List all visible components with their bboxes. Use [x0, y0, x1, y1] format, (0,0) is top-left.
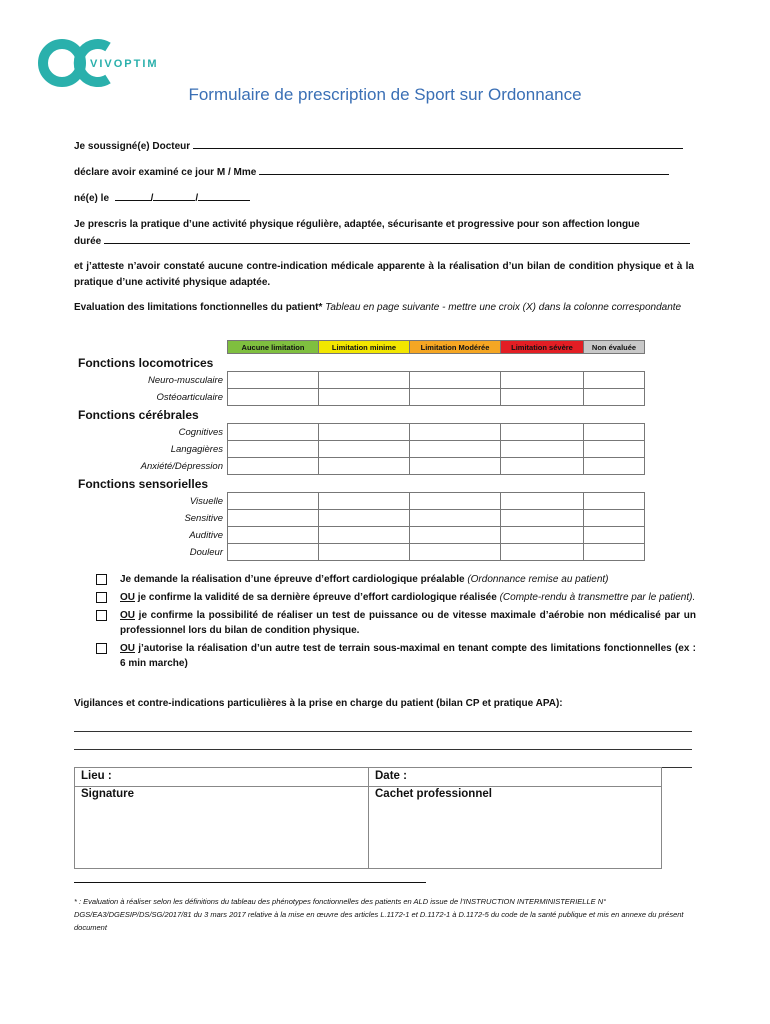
checkbox-list: [96, 572, 696, 674]
table-row: Neuro-musculaire: [74, 372, 645, 389]
brand-name: VIVOPTIM: [90, 58, 159, 70]
footnote: * : Evaluation à réaliser selon les définitions du tableau des phénotypes fonctionnelles des patients en ALD issue de l’INSTRUCTION INTERMINISTERIELLE N° DGS/EA3/DGESIP/DS/SG/2017/81 du 3 mars 2017 relative à la mise en œuvre des articles L.1172-1 et D.1172-1 à D.1172-5 du code de la santé publique et mis en annexe du présent document: [74, 897, 684, 932]
col-aucune: Aucune limitation: [228, 341, 319, 354]
col-non-evaluee: Non évaluée: [584, 341, 645, 354]
col-minime: Limitation minime: [319, 341, 410, 354]
check-item-test-puissance: OU je confirme la possibilité de réaliser un test de puissance ou de vitesse maximale d’aérobie non médicalisé par un professionnel lors du bilan de condition physique.: [96, 608, 696, 638]
patient-line: déclare avoir examiné ce jour M / Mme: [74, 164, 694, 181]
table-row: Auditive: [74, 527, 645, 544]
signature-label: Signature: [81, 788, 135, 800]
doctor-line: Je soussigné(e) Docteur: [74, 138, 694, 155]
section-sensorielles: Fonctions sensorielles: [78, 476, 209, 491]
checkbox[interactable]: [96, 643, 107, 654]
table-row: Douleur: [74, 544, 645, 561]
section-locomotrices: Fonctions locomotrices: [78, 355, 214, 370]
check-item-test-terrain: OU j’autorise la réalisation d’un autre test de terrain sous-maximal en tenant compte des limitations fonctionnelles (ex : 6 min marche): [96, 641, 696, 671]
checkbox[interactable]: [96, 610, 107, 621]
prescribe-line: Je prescris la pratique d’une activité physique régulière, adaptée, sécurisante et progressive pour son affection longue durée: [74, 217, 694, 250]
table-row: Langagières: [74, 441, 645, 458]
checkbox[interactable]: [96, 592, 107, 603]
footnote-divider: [74, 882, 426, 883]
table-header-row: [74, 341, 645, 354]
lieu-label: Lieu :: [81, 770, 112, 782]
date-label: Date :: [375, 770, 407, 782]
col-moderee: Limitation Modérée: [410, 341, 501, 354]
table-row: Visuelle: [74, 493, 645, 510]
table-row: Anxiété/Dépression: [74, 458, 645, 475]
check-item-validite: OU je confirme la validité de sa dernière épreuve d’effort cardiologique réalisée (Compte-rendu à transmettre par le patient).: [96, 590, 696, 605]
cachet-label: Cachet professionnel: [375, 788, 492, 800]
table-row: Sensitive: [74, 510, 645, 527]
evaluation-heading: Evaluation des limitations fonctionnelles du patient* Tableau en page suivante - mettre une croix (X) dans la colonne correspondante: [74, 302, 682, 313]
page-title: Formulaire de prescription de Sport sur Ordonnance: [188, 85, 582, 104]
col-severe: Limitation sévère: [501, 341, 584, 354]
signature-box: [74, 767, 662, 869]
attest-text: et j’atteste n’avoir constaté aucune contre-indication médicale apparente à la réalisation d’un bilan de condition physique et à la pratique d’une activité physique adaptée.: [74, 261, 694, 288]
birth-line: né(e) le / /: [74, 190, 694, 207]
check-item-epreuve: Je demande la réalisation d’une épreuve d’effort cardiologique préalable (Ordonnance remise au patient): [96, 572, 696, 587]
vigilance-heading: Vigilances et contre-indications particulières à la prise en charge du patient (bilan CP et pratique APA):: [74, 698, 563, 709]
vigilance-lines[interactable]: [74, 714, 692, 768]
limitations-table: [74, 340, 645, 561]
table-row: Ostéoarticulaire: [74, 389, 645, 406]
section-cerebrales: Fonctions cérébrales: [78, 407, 199, 422]
checkbox[interactable]: [96, 574, 107, 585]
table-row: Cognitives: [74, 424, 645, 441]
